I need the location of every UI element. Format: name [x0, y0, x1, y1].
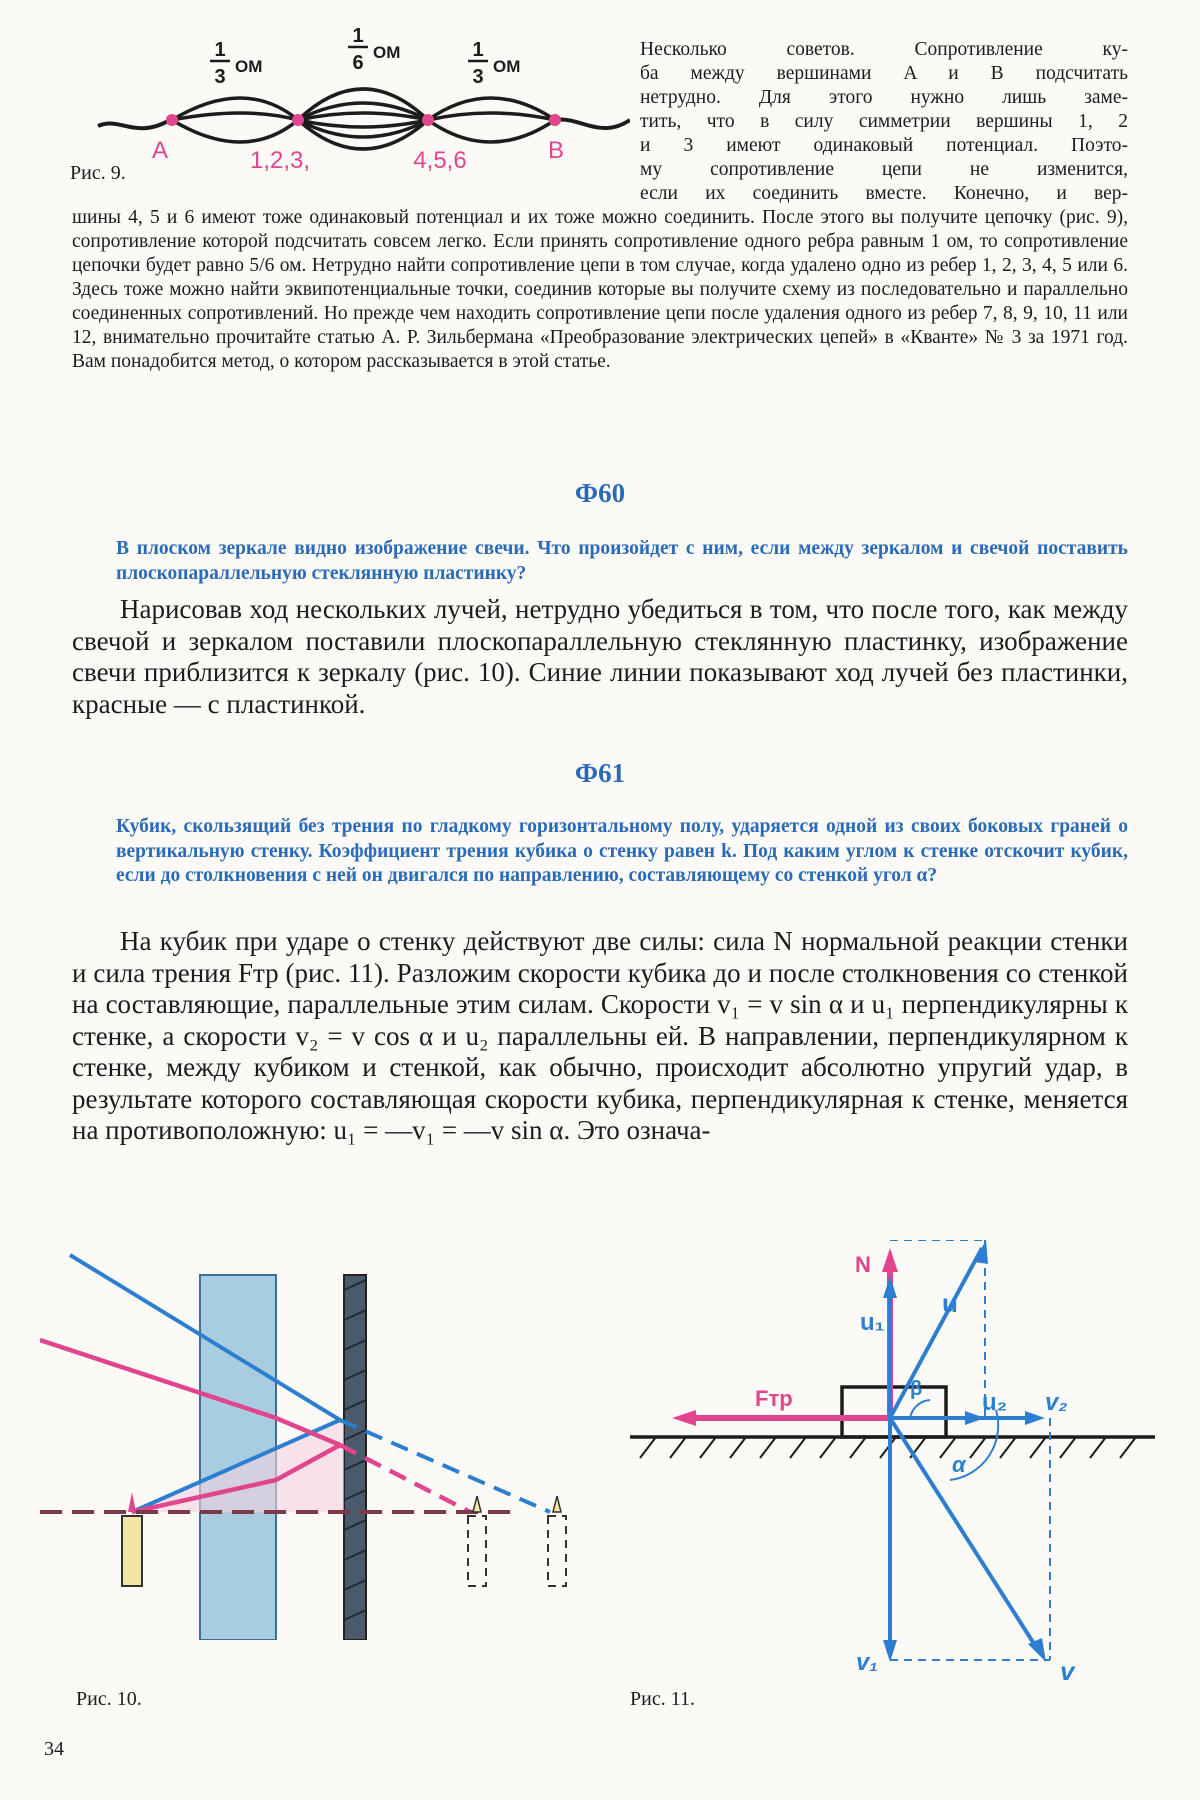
intro-right-column [640, 38, 1128, 206]
flame-image-blue [553, 1496, 561, 1512]
construction-lines [890, 1240, 1050, 1660]
intro-line-1: Несколько советов. Сопротивление ку- [640, 39, 1128, 60]
candle-image-pink [468, 1516, 486, 1586]
wire-right [555, 120, 630, 129]
node-a-label: A [151, 137, 169, 164]
figure-11-diagram [620, 1240, 1160, 1690]
label-v: v [1060, 1656, 1075, 1686]
node-b-label: B [547, 137, 565, 164]
node-123-dot [292, 114, 304, 126]
node-123-label: 1,2,3, [249, 147, 311, 174]
res3-unit: ОМ [493, 57, 521, 76]
res1-num: 1 [214, 39, 226, 61]
figure-10 [40, 1240, 600, 1640]
intro-line-5: и 3 имеют одинаковый потенциал. Поэто- [640, 135, 1128, 156]
intro-line-2: ба между вершинами A и B подсчитать [640, 63, 1128, 84]
res1-unit: ОМ [235, 57, 263, 76]
label-ftr: Fтр [755, 1386, 793, 1411]
intro-line-6: му сопротивление цепи не изменится, [640, 159, 1128, 180]
label-n: N [855, 1252, 871, 1277]
node-456-dot [422, 114, 434, 126]
intro-line-3: нетрудно. Для этого нужно лишь заме- [640, 87, 1128, 108]
page-number: 34 [44, 1738, 64, 1760]
f60-answer: Нарисовав ход нескольких лучей, нетрудно убедиться в том, что после того, как между свечой и зеркалом поставили плоскопараллельную стеклянную пластинку, изображение свечи приблизится к зеркалу (рис. 10). Синие линии показывают ход лучей без пластинки, красные — с пластинкой. [72, 594, 1128, 719]
resistor-group-2 [298, 89, 428, 149]
beta-arc [910, 1400, 930, 1418]
resistor-group-3 [428, 98, 555, 142]
res1-den: 3 [214, 66, 226, 88]
f60-heading: Ф60 [574, 478, 626, 508]
f61-answer: На кубик при ударе о стенку действуют две силы: сила N нормальной реакции стенки и сила трения Fтр (рис. 11). Разложим скорости кубика до и после столкновения со стенкой на составляющие, параллельные этим силам. Скорости v₁ = v sin α и u₁ перпендикулярны к стенке, а скорости v₂ = v cos α и u₂ параллельны ей. В направлении, перпендикулярном к стенке, между кубиком и стенкой, как обычно, происходит абсолютно упругий удар, в результате которого составляющая скорости кубика, перпендикулярная к стенке, меняется на противоположную: u₁ = —v₁ = —v sin α. Это означа- [72, 926, 1128, 1145]
intro-line-7: если их соединить вместе. Конечно, и вер- [640, 183, 1128, 204]
res2-num: 1 [352, 28, 364, 47]
label-u: u [942, 1288, 958, 1318]
res2-den: 6 [352, 52, 364, 74]
flame-image-pink [473, 1496, 481, 1512]
wire-left [98, 120, 172, 128]
nodes [166, 114, 561, 126]
figure-9 [60, 28, 630, 198]
node-456-label: 4,5,6 [413, 147, 467, 174]
res3-num: 1 [472, 39, 484, 61]
figure-11-caption: Рис. 11. [630, 1688, 695, 1710]
res3-den: 3 [472, 66, 484, 88]
res2-unit: ОМ [373, 43, 401, 62]
label-beta: β [910, 1378, 923, 1400]
label-alpha: α [952, 1452, 966, 1477]
f61-question: Кубик, скользящий без трения по гладкому горизонтальному полу, ударяется одной из своих боковых граней о вертикальную стенку. Коэффициент трения кубика о стенку равен k. Под каким углом к стенке отскочит кубик, если до столкновения с ней он двигался по направлению, составляющему со стенкой угол α? [116, 816, 1128, 886]
candle-image-blue [548, 1516, 566, 1586]
blue-vectors [883, 1240, 1046, 1662]
f60-question: В плоском зеркале видно изображение свечи. Что произойдет с ним, если между зеркалом и свечой поставить плоскопараллельную стеклянную пластинку? [116, 538, 1128, 584]
intro-paragraph: шины 4, 5 и 6 имеют тоже одинаковый потенциал и их тоже можно соединить. После этого вы получите цепочку (рис. 9), сопротивление которой подсчитать совсем легко. Если принять сопротивление одного ребра равным 1 ом, то сопротивление цепочки будет равно 5/6 ом. Нетрудно найти сопротивление цепи в том случае, когда удалено одно из ребер 1, 2, 3, 4, 5 или 6. Здесь тоже можно найти эквипотенциальные точки, соединив которые вы получите схему из последовательно и параллельно соединенных сопротивлений. Но прежде чем находить сопротивление цепи после удаления одного из ребер 7, 8, 9, 10, 11 или 12, внимательно прочитайте статью А. Р. Зильбермана «Преобразование электрических цепей» в «Кванте» № 3 за 1971 год. Вам понадобится метод, о котором рассказывается в этой статье. [72, 207, 1128, 372]
intro-line-4: тить, что в силу симметрии вершины 1, 2 [640, 111, 1128, 132]
figure-9-circuit [60, 28, 630, 198]
figure-10-caption: Рис. 10. [76, 1688, 142, 1710]
node-b-dot [549, 114, 561, 126]
label-v1: v₁ [856, 1649, 878, 1676]
label-u1: u₁ [860, 1309, 885, 1336]
figure-11 [620, 1240, 1160, 1690]
label-v2: v₂ [1045, 1389, 1068, 1416]
node-a-dot [166, 114, 178, 126]
candle [122, 1516, 142, 1586]
resistor-group-1 [172, 98, 298, 142]
label-u2: u₂ [982, 1389, 1008, 1416]
f61-heading: Ф61 [574, 758, 626, 788]
figure-9-caption: Рис. 9. [70, 162, 126, 184]
figure-10-diagram [40, 1240, 600, 1640]
candle-flame [128, 1492, 136, 1512]
